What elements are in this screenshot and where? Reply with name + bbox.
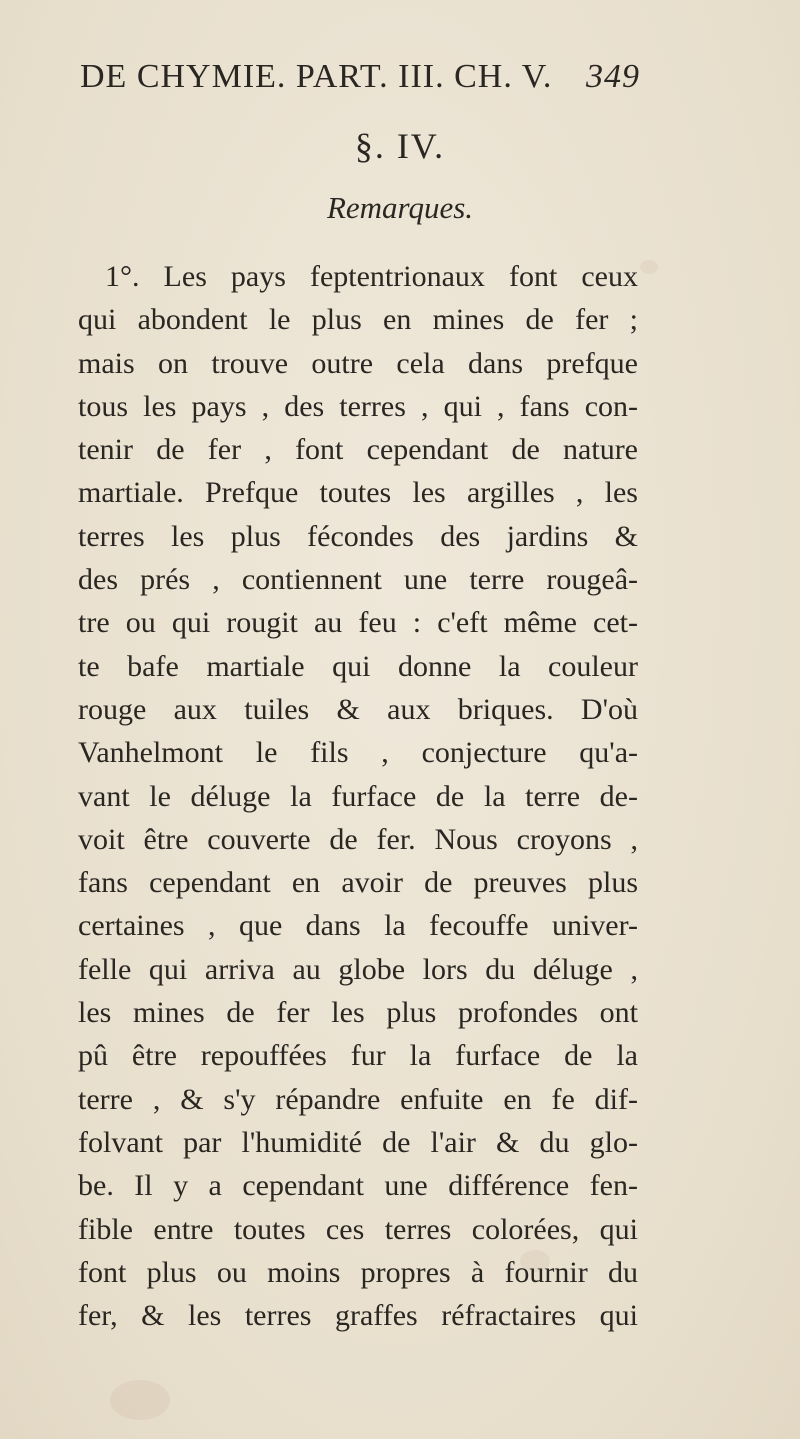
section-number: §. IV. xyxy=(354,126,446,166)
text-line: fans cependant en avoir de preuves plus xyxy=(78,866,638,900)
running-head xyxy=(80,58,640,108)
text-line: rouge aux tuiles & aux briques. D'où xyxy=(78,692,638,726)
text-line: tre ou qui rougit au feu : c'eft même cet- xyxy=(78,606,638,640)
text-line: te bafe martiale qui donne la couleur xyxy=(78,649,638,683)
text-line: folvant par l'humidité de l'air & du glo- xyxy=(78,1125,638,1159)
text-line: felle qui arriva au globe lors du déluge , xyxy=(78,952,638,986)
text-line: terre , & s'y répandre enfuite en fe dif- xyxy=(78,1082,638,1116)
text-line: terres les plus fécondes des jardins & xyxy=(78,519,638,553)
text-line: 1°. Les pays feptentrionaux font ceux xyxy=(105,260,638,293)
text-line: certaines , que dans la fecouffe univer- xyxy=(78,909,638,943)
text-line: martiale. Prefque toutes les argilles , les xyxy=(78,476,638,510)
text-line: des prés , contiennent une terre rougeâ- xyxy=(78,563,638,597)
text-line: pû être repouffées fur la furface de la xyxy=(78,1039,638,1073)
text-line: Vanhelmont le fils , conjecture qu'a- xyxy=(78,736,638,770)
text-line: fer, & les terres graffes réfractaires qui xyxy=(78,1299,638,1333)
text-line: be. Il y a cependant une différence fen- xyxy=(78,1169,638,1203)
text-line: vant le déluge la furface de la terre de- xyxy=(78,779,638,813)
text-line: mais on trouve outre cela dans prefque xyxy=(78,346,638,380)
section-title: Remarques. xyxy=(326,190,474,225)
body-text xyxy=(78,255,638,1337)
page-number: 349 xyxy=(586,58,640,95)
text-line: qui abondent le plus en mines de fer ; xyxy=(78,303,638,337)
text-line: les mines de fer les plus profondes ont xyxy=(78,996,638,1030)
text-line: fible entre toutes ces terres colorées, qui xyxy=(78,1212,638,1246)
text-line: tous les pays , des terres , qui , fans con- xyxy=(78,389,638,423)
foxing-spot xyxy=(640,260,658,274)
running-head-title: DE CHYMIE. PART. III. CH. V. xyxy=(80,58,553,95)
text-line: font plus ou moins propres à fournir du xyxy=(78,1255,638,1289)
text-line: voit être couverte de fer. Nous croyons , xyxy=(78,822,638,856)
text-line: tenir de fer , font cependant de nature xyxy=(78,433,638,467)
foxing-spot xyxy=(110,1380,170,1420)
